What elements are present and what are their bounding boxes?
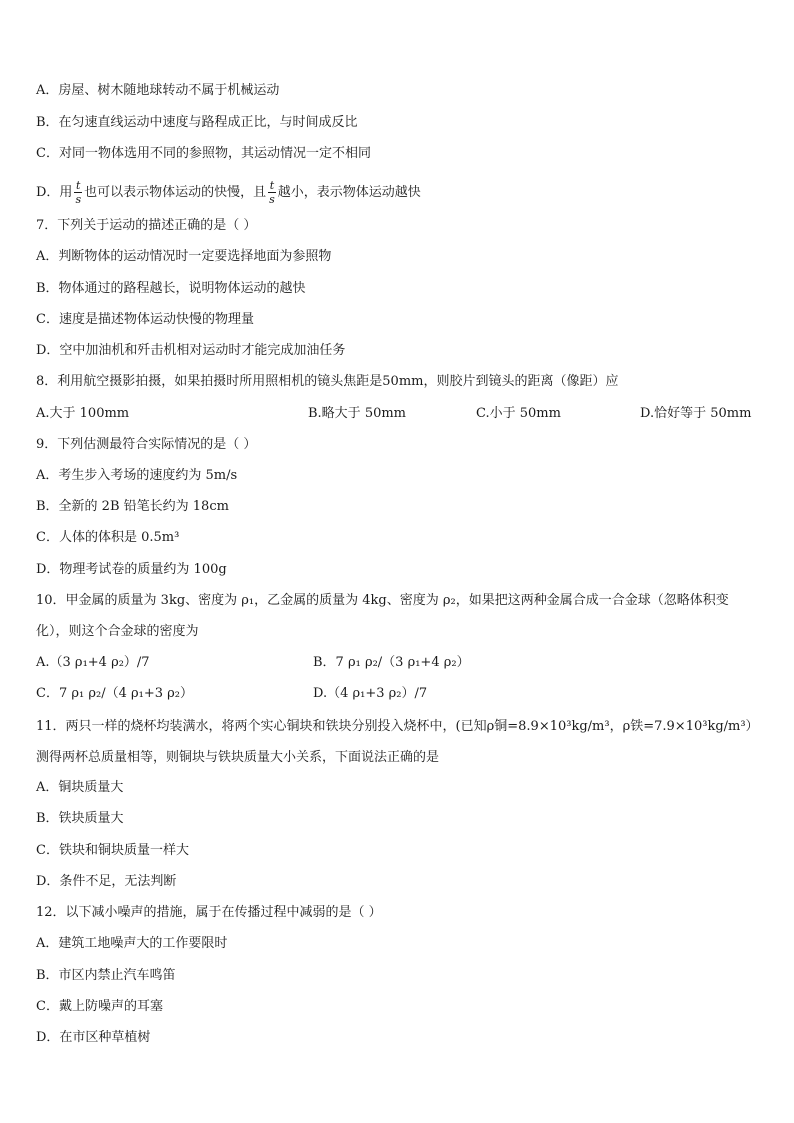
q11-option-d[interactable]: D．条件不足，无法判断 — [36, 874, 177, 889]
q10-stem: 10．甲金属的质量为 3kg、密度为 ρ₁，乙金属的质量为 4kg、密度为 ρ₂，如果把这两种金属合成一合金球（忽略体积变化），则这个合金球的密度为 — [36, 593, 729, 639]
q12-stem: 12．以下减小噪声的措施，属于在传播过程中减弱的是（ ） — [36, 905, 382, 920]
q12-option-b[interactable]: B．市区内禁止汽车鸣笛 — [36, 968, 176, 983]
q6-option-d-middle: 也可以表示物体运动的快慢，且 — [84, 185, 267, 200]
q8-option-d[interactable]: D.恰好等于 50mm — [640, 406, 752, 421]
q7-option-b[interactable]: B．物体通过的路程越长，说明物体运动的越快 — [36, 281, 306, 296]
fraction-numerator: t — [269, 179, 275, 192]
q11-option-b[interactable]: B．铁块质量大 — [36, 811, 124, 826]
q7-option-d[interactable]: D．空中加油机和歼击机相对运动时才能完成加油任务 — [36, 343, 346, 358]
q6-option-c[interactable]: C．对同一物体选用不同的参照物，其运动情况一定不相同 — [36, 146, 371, 161]
fraction-t-over-s — [268, 180, 276, 205]
q6-option-a[interactable]: A．房屋、树木随地球转动不属于机械运动 — [36, 83, 280, 98]
q7-option-c[interactable]: C．速度是描述物体运动快慢的物理量 — [36, 312, 254, 327]
q8-option-b[interactable]: B.略大于 50mm — [308, 406, 407, 421]
q7-stem: 7．下列关于运动的描述正确的是（ ） — [36, 218, 257, 233]
q10-option-c[interactable]: C．7 ρ₁ ρ₂/（4 ρ₁+3 ρ₂） — [36, 686, 193, 701]
q11-option-a[interactable]: A．铜块质量大 — [36, 780, 124, 795]
q12-option-a[interactable]: A．建筑工地噪声大的工作要限时 — [36, 936, 228, 951]
q9-option-d[interactable]: D．物理考试卷的质量约为 100g — [36, 562, 227, 577]
q9-stem: 9．下列估测最符合实际情况的是（ ） — [36, 437, 257, 452]
fraction-denominator: s — [269, 193, 275, 206]
q10-option-a[interactable]: A.（3 ρ₁+4 ρ₂）/7 — [36, 655, 150, 670]
q6-option-d-prefix: D．用 — [36, 185, 73, 200]
q10-option-b[interactable]: B．7 ρ₁ ρ₂/（3 ρ₁+4 ρ₂） — [313, 655, 470, 670]
fraction-denominator: s — [75, 193, 82, 206]
q11-option-c[interactable]: C．铁块和铜块质量一样大 — [36, 843, 189, 858]
q6-option-d[interactable] — [36, 180, 421, 205]
q6-option-d-suffix: 越小，表示物体运动越快 — [277, 185, 421, 200]
q8-option-c[interactable]: C.小于 50mm — [476, 406, 561, 421]
q9-option-a[interactable]: A．考生步入考场的速度约为 5m/s — [36, 468, 238, 483]
q12-option-c[interactable]: C．戴上防噪声的耳塞 — [36, 999, 163, 1014]
fraction-t-over-s — [74, 180, 82, 205]
q6-option-b[interactable]: B．在匀速直线运动中速度与路程成正比，与时间成反比 — [36, 115, 358, 130]
q8-option-a[interactable]: A.大于 100mm — [36, 406, 130, 421]
q10-option-d[interactable]: D.（4 ρ₁+3 ρ₂）/7 — [313, 686, 428, 701]
q8-stem: 8．利用航空摄影拍摄，如果拍摄时所用照相机的镜头焦距是50mm，则胶片到镜头的距离（像距）应 — [36, 374, 619, 389]
q12-option-d[interactable]: D．在市区种草植树 — [36, 1030, 151, 1045]
q7-option-a[interactable]: A．判断物体的运动情况时一定要选择地面为参照物 — [36, 249, 332, 264]
q9-option-c[interactable]: C．人体的体积是 0.5m³ — [36, 530, 180, 545]
fraction-numerator: t — [76, 179, 81, 192]
q11-stem: 11．两只一样的烧杯均装满水，将两个实心铜块和铁块分别投入烧杯中，(已知ρ铜=8.9×10³kg/m³，ρ铁=7.9×10³kg/m³）测得两杯总质量相等，则铜块与铁块质量大小关系，下面说法正确的是 — [36, 719, 753, 765]
q9-option-b[interactable]: B．全新的 2B 铅笔长约为 18cm — [36, 499, 229, 514]
